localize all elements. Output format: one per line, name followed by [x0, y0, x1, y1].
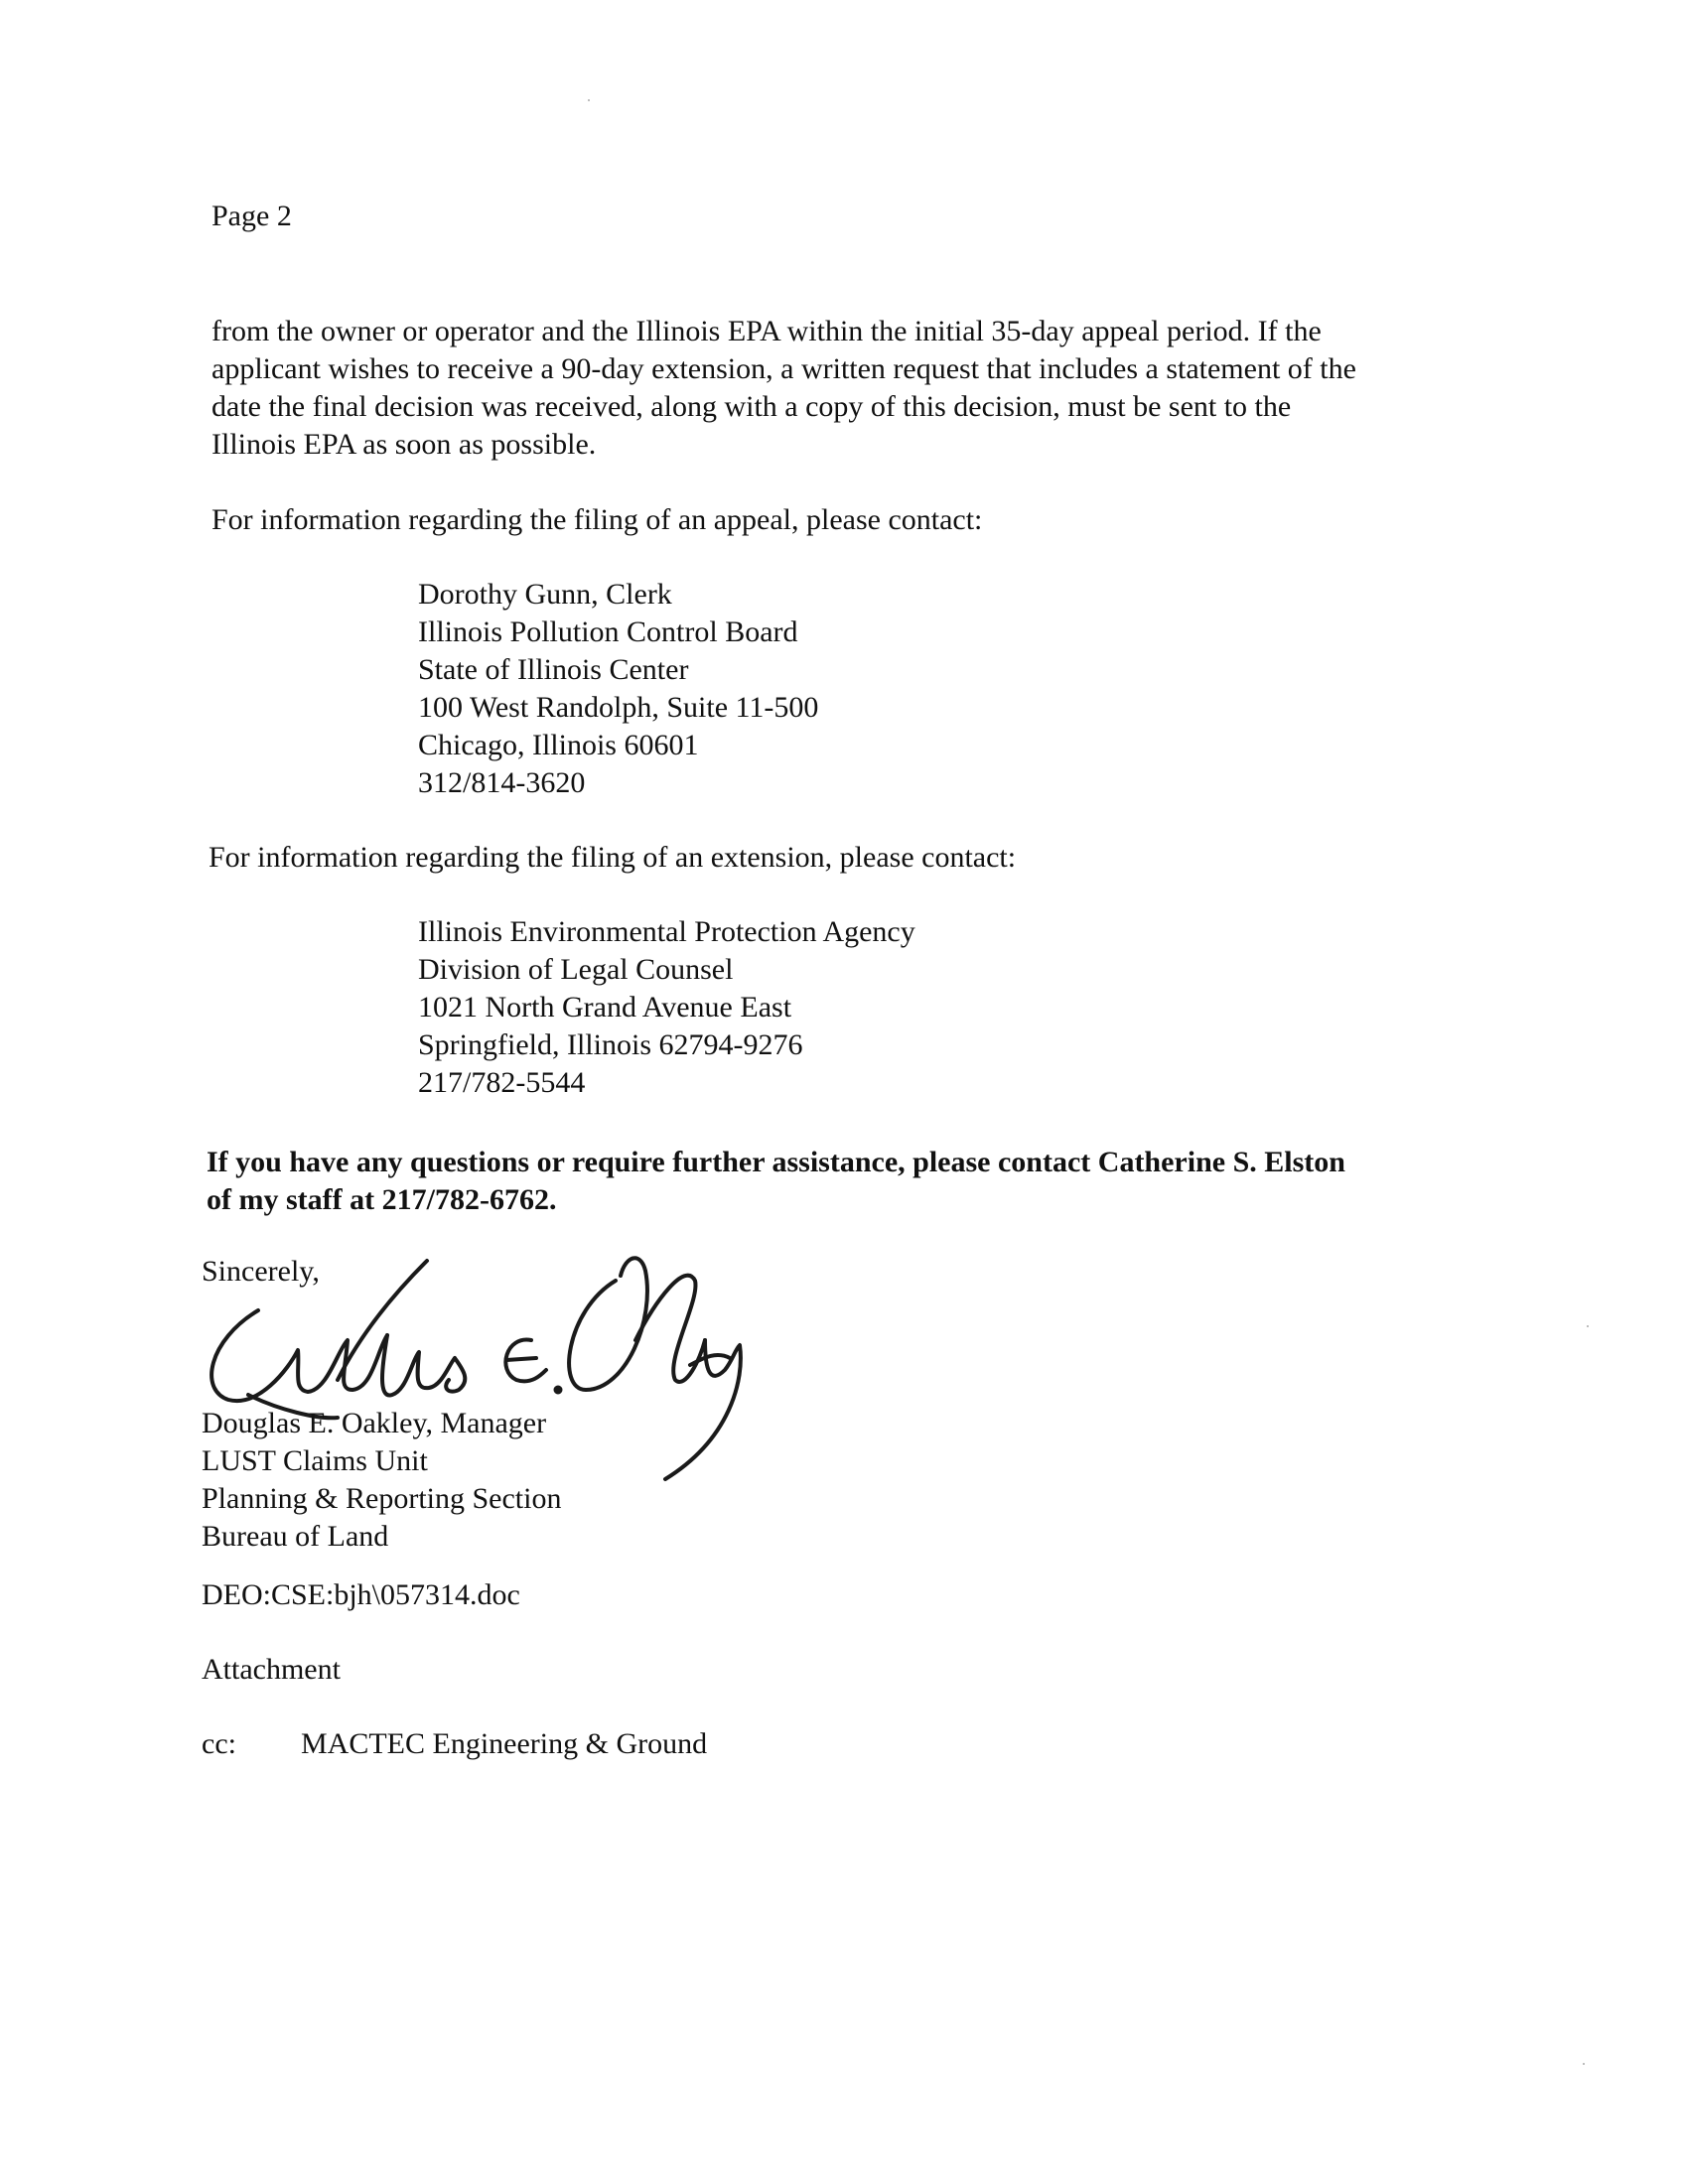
page-label: Page 2 [211, 200, 292, 232]
address-line: Illinois Environmental Protection Agency [418, 915, 915, 948]
address-line: Chicago, Illinois 60601 [418, 729, 699, 761]
paragraph-line: applicant wishes to receive a 90-day extension, a written request that includes a statement of the [211, 352, 1356, 385]
appeal-intro: For information regarding the filing of an appeal, please contact: [211, 503, 983, 536]
address-line: Springfield, Illinois 62794-9276 [418, 1028, 803, 1061]
address-line: 217/782-5544 [418, 1066, 586, 1099]
address-line: Division of Legal Counsel [418, 953, 734, 986]
address-line: 100 West Randolph, Suite 11-500 [418, 691, 819, 724]
cc-recipient: MACTEC Engineering & Ground [301, 1727, 708, 1760]
paragraph-line: If you have any questions or require further assistance, please contact Catherine S. Elston [207, 1146, 1345, 1178]
attachment-note: Attachment [202, 1653, 341, 1686]
signer-unit: LUST Claims Unit [202, 1444, 428, 1477]
address-line: Illinois Pollution Control Board [418, 615, 798, 648]
paragraph-line: from the owner or operator and the Illinois EPA within the initial 35-day appeal period. If the [211, 315, 1322, 347]
document-reference: DEO:CSE:bjh\057314.doc [202, 1578, 520, 1611]
salutation: Sincerely, [202, 1255, 320, 1288]
paragraph-appeal-period [211, 313, 1492, 464]
signer-block [202, 1405, 561, 1556]
cc-label: cc: [202, 1727, 236, 1760]
address-line: Dorothy Gunn, Clerk [418, 578, 672, 611]
paragraph-line: date the final decision was received, along with a copy of this decision, must be sent to the [211, 390, 1292, 423]
address-line: 312/814-3620 [418, 766, 586, 799]
address-line: 1021 North Grand Avenue East [418, 991, 792, 1024]
extension-contact-address [418, 913, 915, 1102]
scan-speck [1583, 2063, 1585, 2065]
scan-speck [1587, 1325, 1589, 1327]
paragraph-line: Illinois EPA as soon as possible. [211, 428, 597, 461]
signer-name-title: Douglas E. Oakley, Manager [202, 1407, 547, 1439]
appeal-contact-address [418, 576, 818, 802]
scan-speck [588, 99, 590, 101]
signer-section: Planning & Reporting Section [202, 1482, 562, 1515]
signer-bureau: Bureau of Land [202, 1520, 389, 1553]
extension-intro: For information regarding the filing of an extension, please contact: [209, 841, 1017, 874]
questions-paragraph [207, 1144, 1487, 1219]
address-line: State of Illinois Center [418, 653, 689, 686]
paragraph-line: of my staff at 217/782-6762. [207, 1183, 557, 1216]
